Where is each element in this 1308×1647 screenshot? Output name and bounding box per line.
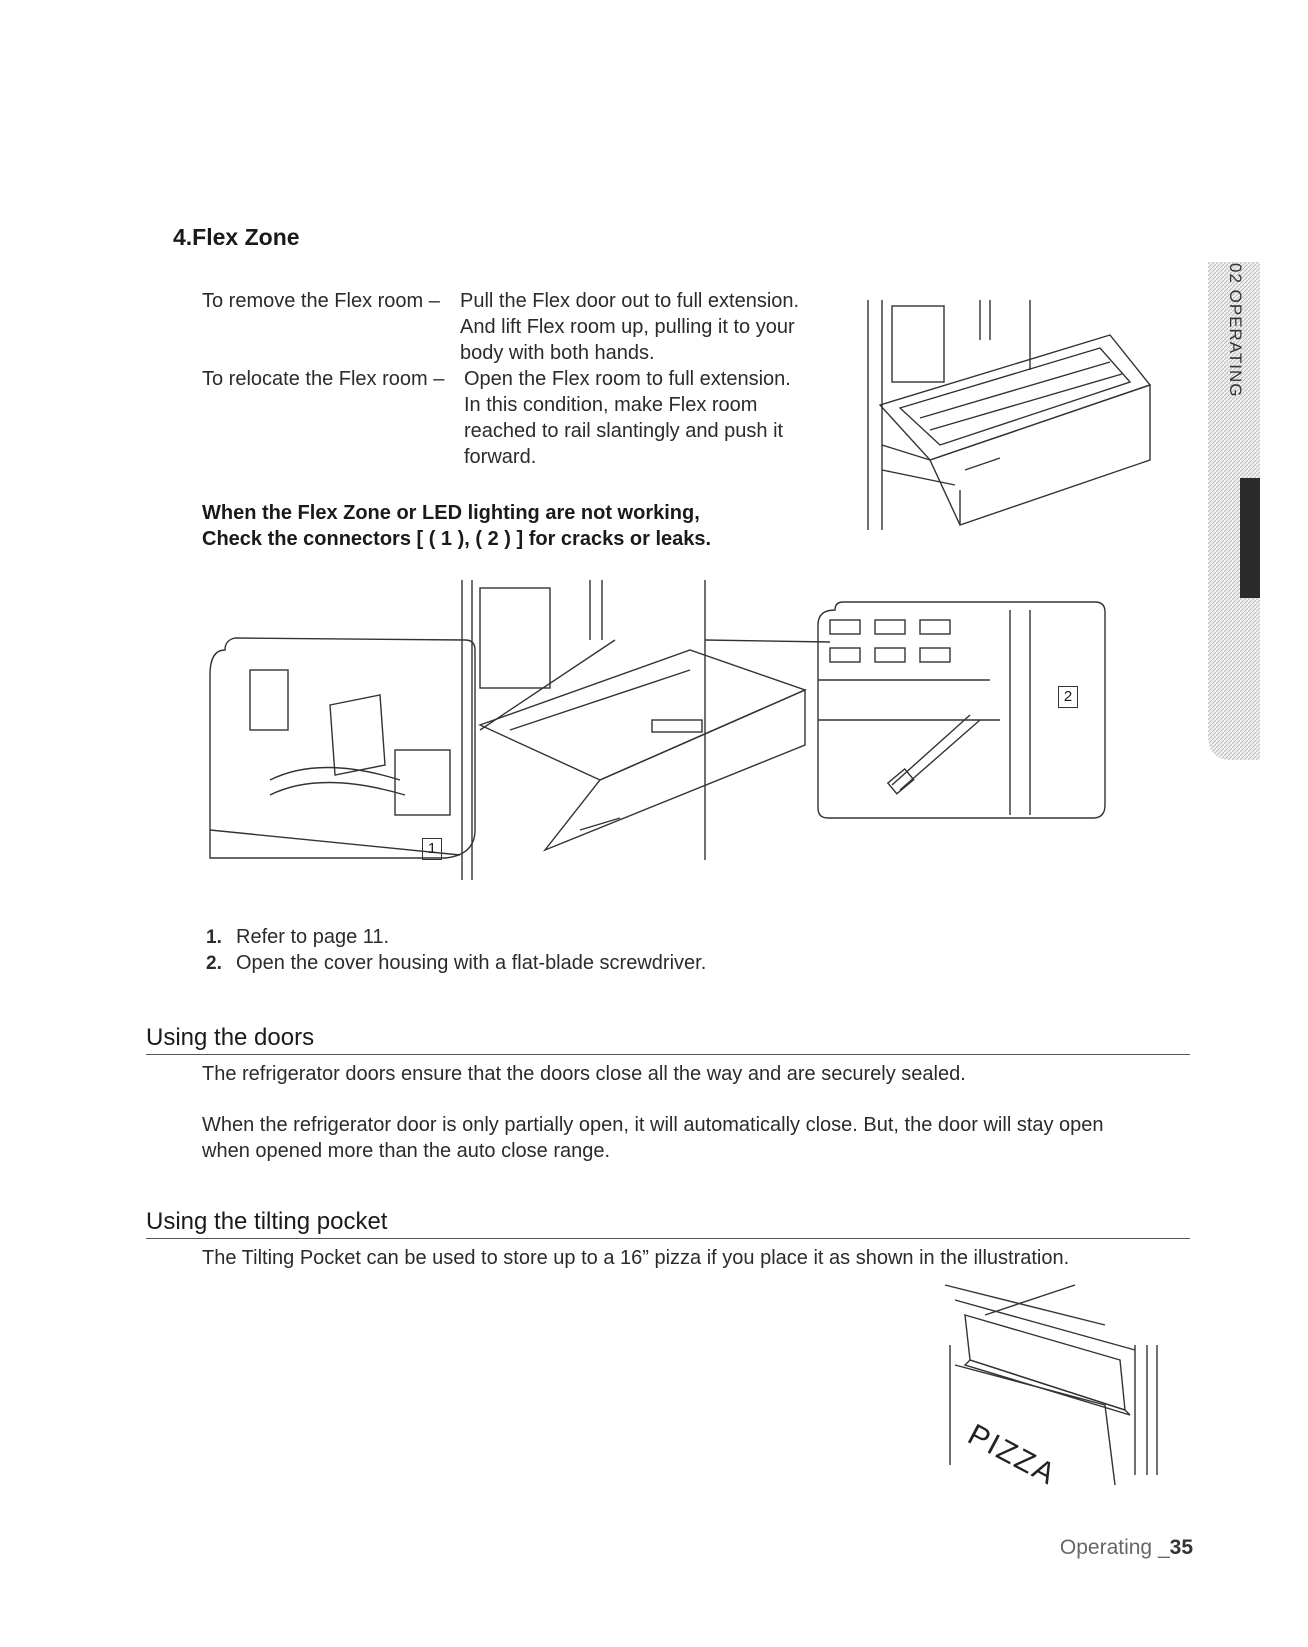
- relocate-line-2: In this condition, make Flex room: [464, 394, 758, 416]
- remove-line-2: And lift Flex room up, pulling it to your: [460, 316, 795, 338]
- remove-line-3: body with both hands.: [460, 342, 655, 364]
- step-2-number: 2.: [206, 953, 222, 974]
- doors-heading: Using the doors: [146, 1024, 315, 1051]
- warning-line-1: When the Flex Zone or LED lighting are not working,: [202, 502, 700, 524]
- flex-room-illustration: [860, 300, 1170, 540]
- relocate-line-1: Open the Flex room to full extension.: [464, 368, 791, 390]
- flex-zone-heading: 4.Flex Zone: [173, 224, 300, 250]
- step-2: [206, 950, 706, 977]
- callout-2: 2: [1058, 686, 1078, 708]
- connector-illustration: [200, 580, 1160, 890]
- warning-line-2: Check the connectors [ ( 1 ), ( 2 ) ] for cracks or leaks.: [202, 528, 712, 550]
- footer-section: Operating _: [1059, 1536, 1170, 1559]
- tilting-heading: Using the tilting pocket: [146, 1208, 388, 1235]
- tilting-para: The Tilting Pocket can be used to store up to a 16” pizza if you place it as shown in the illustration.: [202, 1247, 1070, 1269]
- pizza-label: PIZZA: [962, 1418, 1062, 1492]
- remove-line-1: Pull the Flex door out to full extension.: [460, 290, 800, 312]
- step-2-text: Open the cover housing with a flat-blade screwdriver.: [236, 952, 707, 974]
- doors-rule: [146, 1054, 1190, 1055]
- relocate-line-3: reached to rail slantingly and push it: [464, 420, 784, 442]
- step-1-text: Refer to page 11.: [236, 926, 390, 948]
- doors-para-2-line-2: when opened more than the auto close range.: [202, 1140, 611, 1162]
- relocate-intro: To relocate the Flex room –: [202, 368, 445, 390]
- step-1-number: 1.: [206, 927, 222, 948]
- relocate-line-4: forward.: [464, 446, 537, 468]
- callout-1: 1: [422, 838, 442, 860]
- doors-para-1: The refrigerator doors ensure that the doors close all the way and are securely sealed.: [202, 1063, 966, 1085]
- side-tab-label: 02 OPERATING: [1226, 263, 1245, 398]
- page-footer: [1060, 1536, 1193, 1560]
- step-1: [206, 924, 389, 951]
- remove-intro: To remove the Flex room –: [202, 290, 440, 312]
- doors-para-2-line-1: When the refrigerator door is only partially open, it will automatically close. But, the door will stay open: [202, 1114, 1104, 1136]
- page-number: 35: [1169, 1536, 1193, 1559]
- tilting-rule: [146, 1238, 1190, 1239]
